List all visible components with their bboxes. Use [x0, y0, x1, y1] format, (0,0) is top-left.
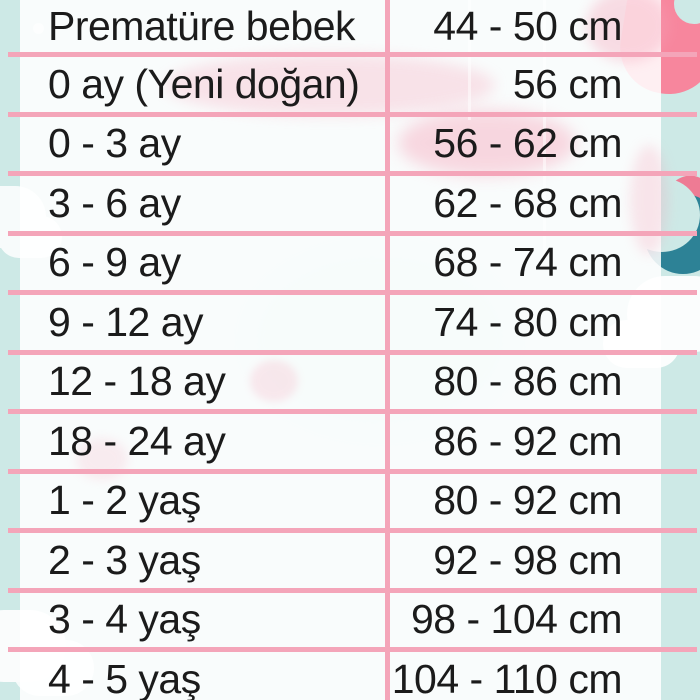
table-row	[8, 474, 697, 534]
table-row	[8, 236, 697, 296]
size-label: 98 - 104 cm	[411, 596, 622, 643]
age-label: 2 - 3 yaş	[48, 536, 201, 583]
table-row	[8, 652, 697, 700]
size-cell	[385, 355, 697, 410]
size-label: 56 cm	[512, 60, 622, 107]
size-label: 44 - 50 cm	[433, 2, 622, 49]
size-cell	[385, 0, 697, 52]
age-label: 18 - 24 ay	[48, 417, 226, 464]
size-cell	[385, 57, 697, 112]
table-row	[8, 176, 697, 236]
table-row	[8, 117, 697, 177]
age-label: 0 - 3 ay	[48, 120, 181, 167]
age-label: 3 - 4 yaş	[48, 596, 201, 643]
size-label: 80 - 86 cm	[433, 358, 622, 405]
column-divider-line	[385, 0, 390, 700]
size-cell	[385, 652, 697, 700]
size-label: 80 - 92 cm	[433, 477, 622, 524]
age-cell	[8, 355, 385, 410]
size-label: 104 - 110 cm	[391, 655, 622, 700]
age-cell	[8, 0, 385, 52]
age-label: 6 - 9 ay	[48, 239, 181, 286]
table-row	[8, 593, 697, 653]
age-cell	[8, 176, 385, 231]
size-label: 74 - 80 cm	[433, 298, 622, 345]
size-label: 56 - 62 cm	[433, 120, 622, 167]
age-cell	[8, 652, 385, 700]
age-cell	[8, 236, 385, 291]
age-label: 9 - 12 ay	[48, 298, 204, 345]
table-row	[8, 57, 697, 117]
size-cell	[385, 474, 697, 529]
age-cell	[8, 57, 385, 112]
size-label: 62 - 68 cm	[433, 179, 622, 226]
age-cell	[8, 593, 385, 648]
table-row	[8, 533, 697, 593]
size-table	[8, 0, 697, 700]
size-cell	[385, 533, 697, 588]
age-cell	[8, 474, 385, 529]
table-row	[8, 295, 697, 355]
table-row	[8, 355, 697, 415]
size-cell	[385, 176, 697, 231]
size-label: 86 - 92 cm	[433, 417, 622, 464]
age-label: 12 - 18 ay	[48, 358, 226, 405]
size-cell	[385, 117, 697, 172]
size-label: 92 - 98 cm	[433, 536, 622, 583]
age-cell	[8, 414, 385, 469]
age-label: 1 - 2 yaş	[48, 477, 201, 524]
age-label: 4 - 5 yaş	[48, 655, 201, 700]
age-label: Prematüre bebek	[48, 2, 356, 49]
age-cell	[8, 117, 385, 172]
size-cell	[385, 414, 697, 469]
size-cell	[385, 593, 697, 648]
size-cell	[385, 295, 697, 350]
size-cell	[385, 236, 697, 291]
age-cell	[8, 295, 385, 350]
age-label: 0 ay (Yeni doğan)	[48, 60, 360, 107]
age-label: 3 - 6 ay	[48, 179, 181, 226]
age-cell	[8, 533, 385, 588]
size-label: 68 - 74 cm	[433, 239, 622, 286]
table-row	[8, 414, 697, 474]
table-row	[8, 0, 697, 57]
